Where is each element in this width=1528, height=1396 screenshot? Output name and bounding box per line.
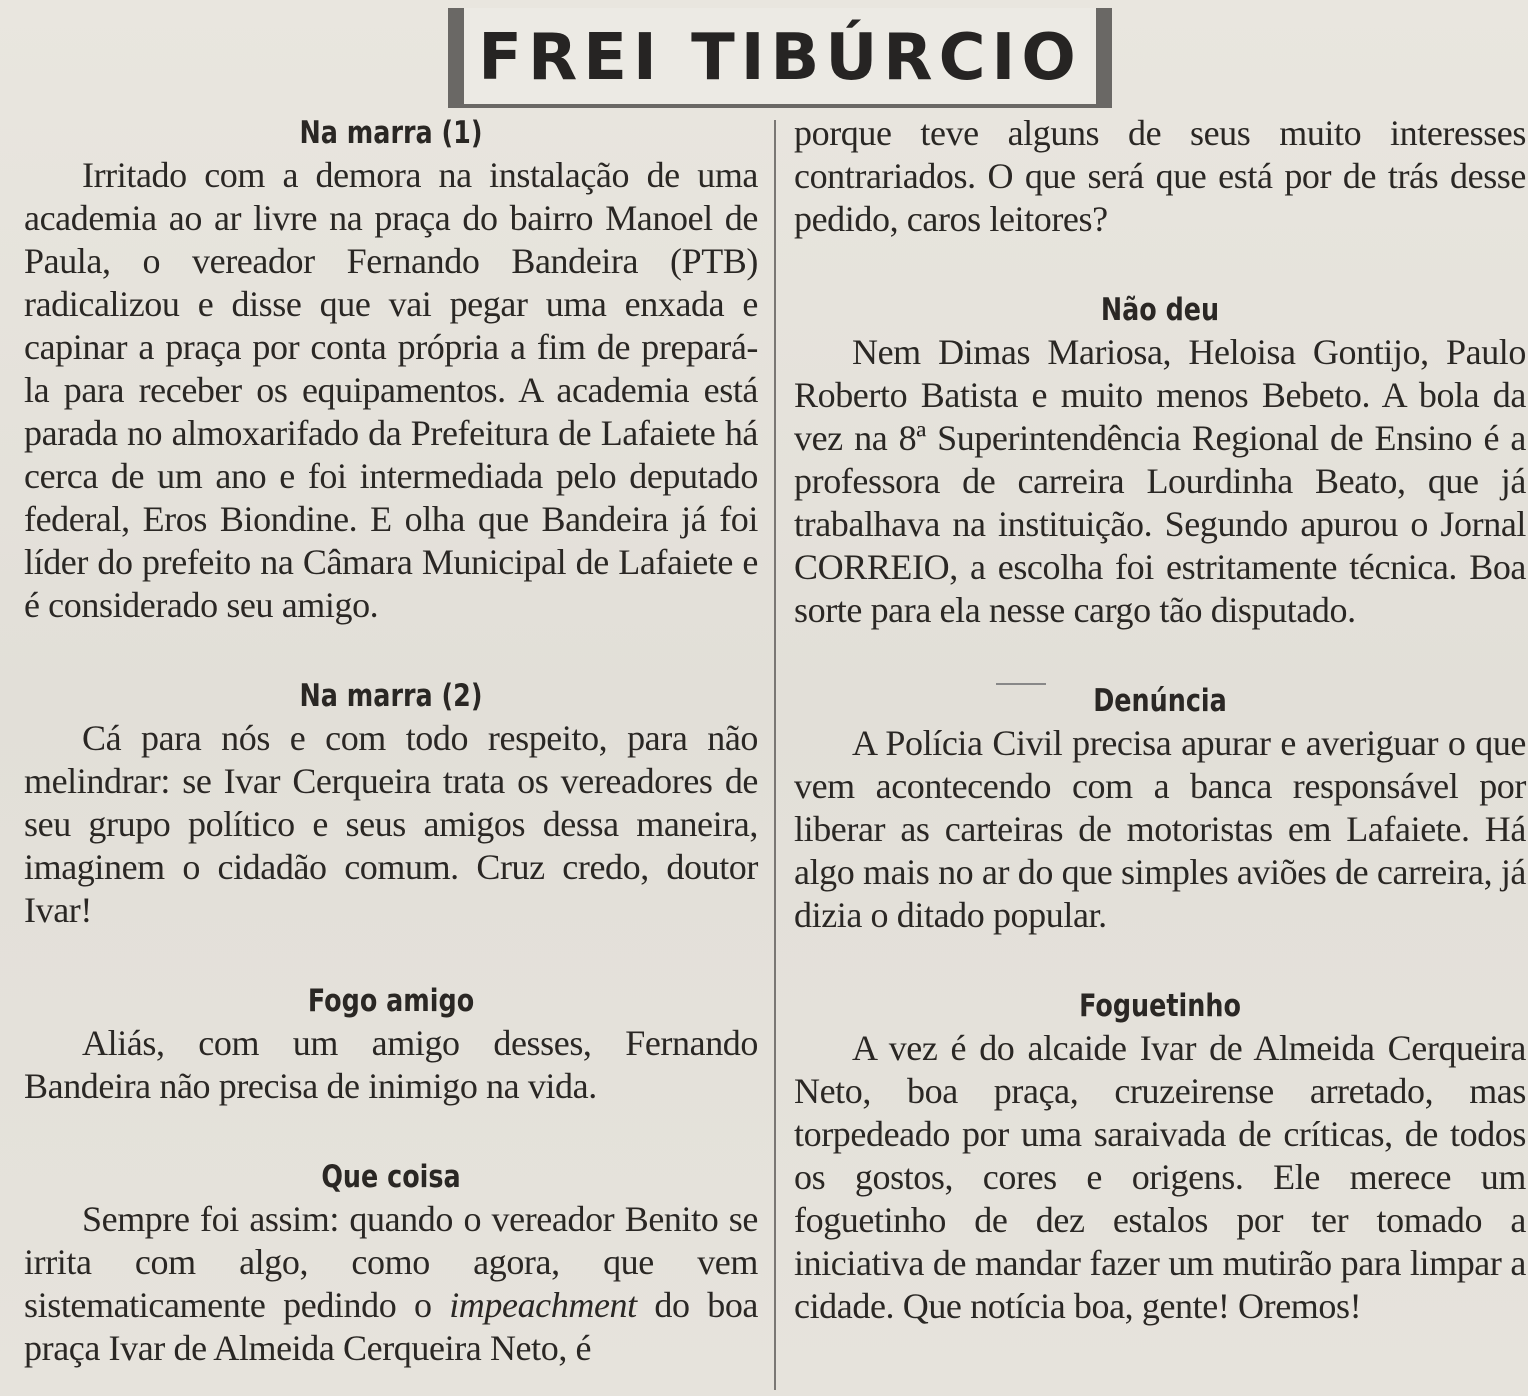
- section-heading: Foguetinho: [1079, 988, 1241, 1024]
- section-body-emphasis: impeachment: [449, 1285, 637, 1325]
- section-heading: Na marra (2): [299, 678, 483, 714]
- section-nao-deu: [794, 289, 1526, 632]
- section-heading: Fogo amigo: [307, 983, 475, 1019]
- section-foguetinho: [794, 985, 1526, 1328]
- section-body-text: Sempre foi assim: quando o vereador Benito se irrita com algo, como agora, que vem sistematicamente pedindo o: [24, 1199, 758, 1325]
- continued-text: porque teve alguns de seus muito interesses contrariados. O que será que está por de trás desse pedido, caros leitores?: [794, 113, 1526, 239]
- masthead-title: FREI TIBÚRCIO: [478, 21, 1082, 95]
- section-na-marra-1: [24, 112, 758, 627]
- section-que-coisa: [24, 1156, 758, 1370]
- column-masthead: [448, 8, 1112, 108]
- section-body: Aliás, com um amigo desses, Fernando Bandeira não precisa de inimigo na vida.: [24, 1023, 758, 1106]
- section-fogo-amigo: [24, 980, 758, 1108]
- section-denuncia: [794, 680, 1526, 937]
- section-body: A vez é do alcaide Ivar de Almeida Cerqueira Neto, boa praça, cruzeirense arretado, mas torpedeado por uma saraivada de críticas, de todos os gostos, cores e origens. Ele merece um foguetinho de dez estalos por ter tomado a iniciativa de mandar fazer um mutirão para limpar a cidade. Que notícia boa, gente! Oremos!: [794, 1028, 1526, 1326]
- right-column: [794, 112, 1526, 1328]
- section-na-marra-2: [24, 675, 758, 932]
- section-body: Nem Dimas Mariosa, Heloisa Gontijo, Paulo Roberto Batista e muito menos Bebeto. A bola da vez na 8ª Superintendência Regional de Ensino é a professora de carreira Lourdinha Beato, que já trabalhava na instituição. Segundo apurou o Jornal CORREIO, a escolha foi estritamente técnica. Boa sorte para ela nesse cargo tão disputado.: [794, 332, 1526, 630]
- section-body: Cá para nós e com todo respeito, para não melindrar: se Ivar Cerqueira trata os vereadores de seu grupo político e seus amigos dessa maneira, imaginem o cidadão comum. Cruz credo, doutor Ivar!: [24, 718, 758, 930]
- section-heading: Que coisa: [321, 1159, 461, 1195]
- section-body: Irritado com a demora na instalação de uma academia ao ar livre na praça do bairro Manoel de Paula, o vereador Fernando Bandeira (PTB) radicalizou e disse que vai pegar uma enxada e capinar a praça por conta própria a fim de prepará-la para receber os equipamentos. A academia está parada no almoxarifado da Prefeitura de Lafaiete há cerca de um ano e foi intermediada pelo deputado federal, Eros Biondine. E olha que Bandeira já foi líder do prefeito na Câmara Municipal de Lafaiete e é considerado seu amigo.: [24, 155, 758, 625]
- section-body-text: do boa praça Ivar de Almeida Cerqueira Neto, é: [24, 1285, 758, 1368]
- section-heading: Denúncia: [1093, 683, 1227, 719]
- section-body: A Polícia Civil precisa apurar e averiguar o que vem acontecendo com a banca responsável por liberar as carteiras de motoristas em Lafaiete. Há algo mais no ar do que simples aviões de carreira, já dizia o ditado popular.: [794, 723, 1526, 935]
- section-body: [24, 1198, 758, 1370]
- section-heading: Não deu: [1100, 292, 1220, 328]
- column-divider: [774, 120, 776, 1390]
- left-column: [24, 112, 758, 1370]
- section-heading: Na marra (1): [299, 115, 483, 151]
